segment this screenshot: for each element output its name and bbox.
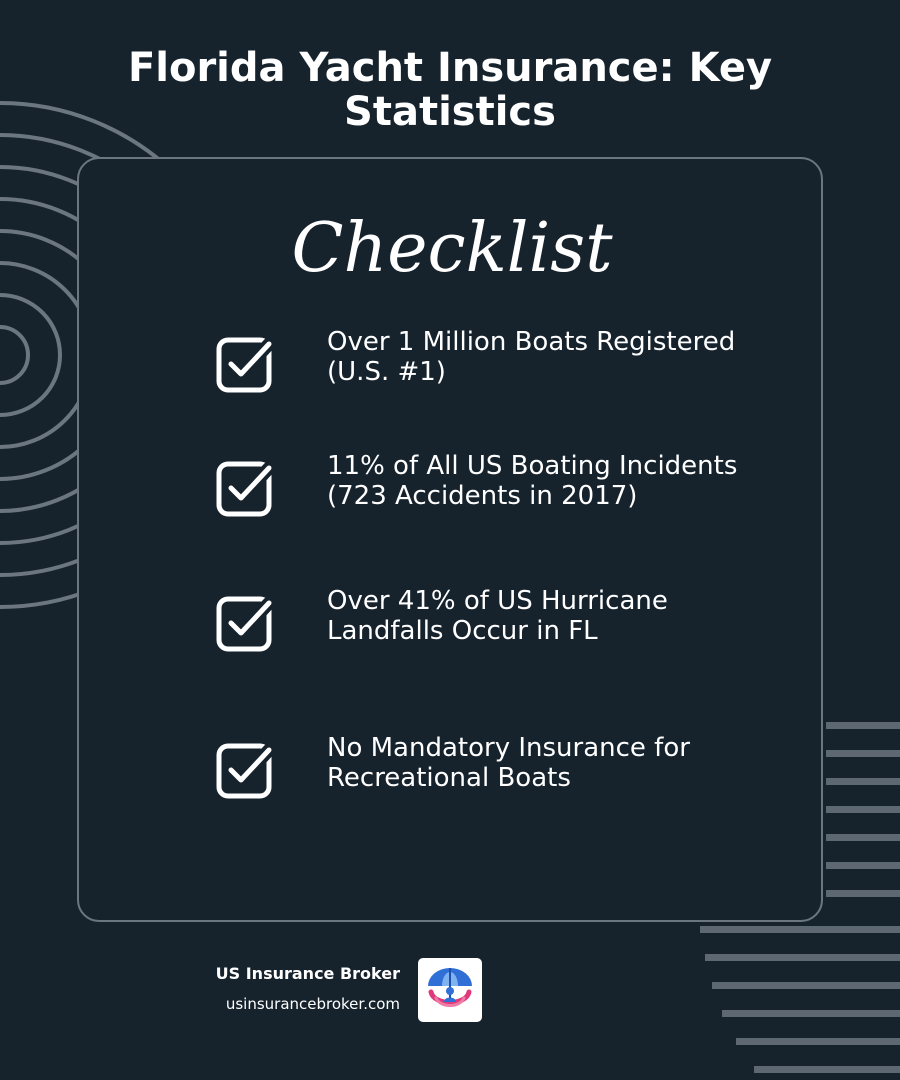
brand-name: US Insurance Broker [215, 964, 400, 983]
page-title: Florida Yacht Insurance: Key Statistics [127, 45, 773, 135]
checklist-card [77, 157, 823, 922]
checklist-item-text: Over 1 Million Boats Registered (U.S. #1) [327, 327, 736, 387]
checklist-item-text: No Mandatory Insurance for Recreational Boats [327, 733, 690, 793]
checklist-item-text: Over 41% of US Hurricane Landfalls Occur in FL [327, 586, 668, 646]
checkbox-checked-icon [215, 741, 275, 801]
brand-logo [418, 958, 482, 1022]
checklist-heading: Checklist [291, 209, 613, 288]
brand-url[interactable]: usinsurancebroker.com [225, 995, 400, 1013]
checkbox-checked-icon [215, 594, 275, 654]
checkbox-checked-icon [215, 459, 275, 519]
umbrella-logo-icon [418, 958, 482, 1022]
checklist-item-text: 11% of All US Boating Incidents (723 Accidents in 2017) [327, 451, 738, 511]
checkbox-checked-icon [215, 335, 275, 395]
